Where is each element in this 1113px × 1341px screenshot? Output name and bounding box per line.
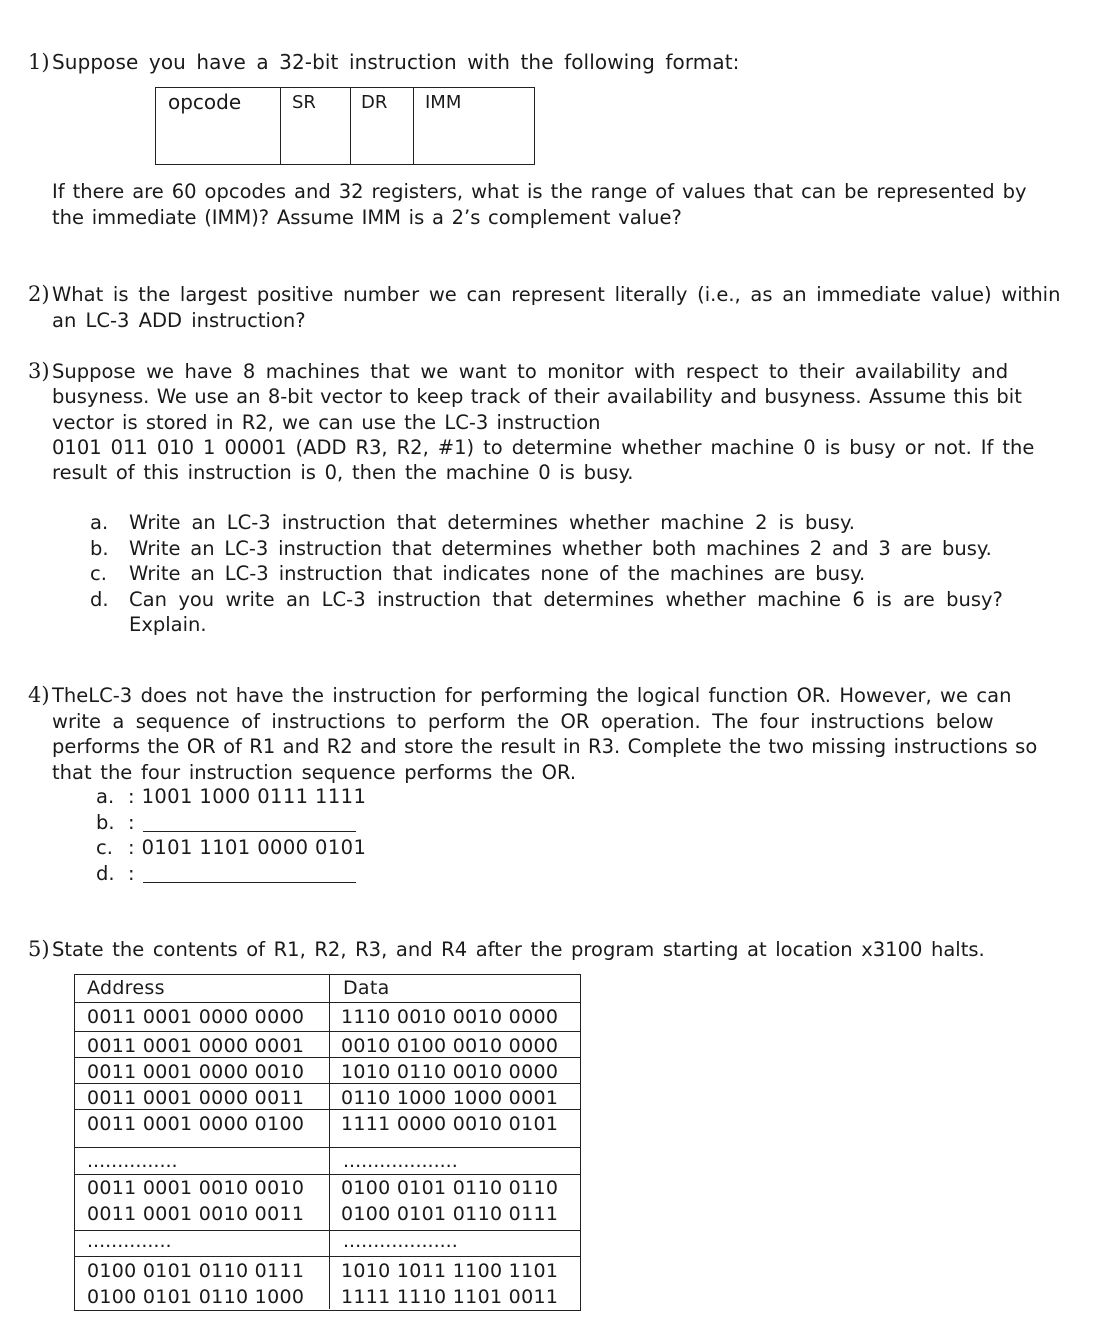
q3-item-text: Write an LC-3 instruction that determines whether both machines 2 and 3 are busy.	[129, 537, 992, 560]
address-cell: 0011 0001 0010 0011	[87, 1203, 305, 1225]
question-1-number: 1)	[28, 50, 50, 74]
table-header-data: Data	[343, 977, 390, 999]
q4-item-text: : 0101 1101 0000 0101	[128, 836, 367, 859]
address-cell: 0011 0001 0010 0010	[87, 1177, 305, 1199]
data-cell: 0110 1000 1000 0001	[341, 1087, 559, 1109]
q3-item-label: c.	[90, 562, 107, 585]
dr-field: DR	[351, 88, 414, 164]
answer-blank-d[interactable]	[143, 882, 356, 883]
address-cell: 0100 0101 0110 0111	[87, 1260, 305, 1282]
data-cell: 0100 0101 0110 0110	[341, 1177, 559, 1199]
question-3-line-1: Suppose we have 8 machines that we want to monitor with respect to their availability and	[52, 360, 1009, 383]
address-cell: 0011 0001 0000 0011	[87, 1087, 305, 1109]
question-2-line-2: an LC-3 ADD instruction?	[52, 309, 306, 332]
ellipsis-cell: ...............	[87, 1150, 178, 1172]
ellipsis-cell: ...................	[343, 1150, 458, 1172]
question-3-line-4: 0101 011 010 1 00001 (ADD R3, R2, #1) to determine whether machine 0 is busy or not. If the	[52, 436, 1035, 459]
sr-field: SR	[281, 88, 351, 164]
question-5-line: State the contents of R1, R2, R3, and R4 after the program starting at location x3100 halts.	[52, 938, 985, 961]
question-1-line-1: If there are 60 opcodes and 32 registers, what is the range of values that can be represented by	[52, 180, 1027, 203]
q4-item-label: c.	[96, 836, 113, 859]
question-2-number: 2)	[28, 282, 50, 306]
memory-table	[74, 974, 581, 1148]
question-3-number: 3)	[28, 359, 50, 383]
address-cell: 0011 0001 0000 0001	[87, 1035, 305, 1057]
question-4-number: 4)	[28, 683, 50, 707]
data-cell: 1010 1011 1100 1101	[341, 1260, 559, 1282]
q3-item-text: Write an LC-3 instruction that indicates none of the machines are busy.	[129, 562, 866, 585]
q4-item-text: :	[128, 862, 135, 885]
data-cell: 1111 0000 0010 0101	[341, 1113, 559, 1135]
question-1-intro: Suppose you have a 32-bit instruction with the following format:	[52, 50, 740, 74]
opcode-field: opcode	[156, 88, 281, 164]
data-cell: 1111 1110 1101 0011	[341, 1286, 559, 1308]
question-3-line-3: vector is stored in R2, we can use the LC-3 instruction	[52, 411, 601, 434]
table-header-address: Address	[87, 977, 165, 999]
q3-item-text: Can you write an LC-3 instruction that determines whether machine 6 is are busy?	[129, 588, 1003, 611]
address-cell: 0100 0101 0110 1000	[87, 1286, 305, 1308]
ellipsis-cell: ...................	[343, 1230, 458, 1252]
data-cell: 0100 0101 0110 0111	[341, 1203, 559, 1225]
answer-blank-b[interactable]	[143, 831, 356, 832]
q4-item-label: d.	[96, 862, 115, 885]
address-cell: 0011 0001 0000 0000	[87, 1006, 305, 1028]
q4-item-text: : 1001 1000 0111 1111	[128, 785, 367, 808]
question-3-line-5: result of this instruction is 0, then the machine 0 is busy.	[52, 461, 634, 484]
ellipsis-cell: ..............	[87, 1230, 172, 1252]
question-4-line-4: that the four instruction sequence performs the OR.	[52, 761, 577, 784]
question-5-number: 5)	[28, 937, 50, 961]
q3-item-label: b.	[90, 537, 109, 560]
q4-item-label: b.	[96, 811, 115, 834]
q3-item-d-continuation: Explain.	[129, 613, 207, 636]
memory-table-continued	[74, 1148, 581, 1311]
imm-field: IMM	[425, 92, 462, 113]
q3-item-label: a.	[90, 511, 109, 534]
question-2-line-1: What is the largest positive number we can represent literally (i.e., as an immediate value) within	[52, 283, 1061, 306]
address-cell: 0011 0001 0000 0010	[87, 1061, 305, 1083]
question-4-line-3: performs the OR of R1 and R2 and store the result in R3. Complete the two missing instructions so	[52, 735, 1038, 758]
address-cell: 0011 0001 0000 0100	[87, 1113, 305, 1135]
question-3-line-2: busyness. We use an 8-bit vector to keep track of their availability and busyness. Assume this bit	[52, 385, 1022, 408]
instruction-format-diagram	[155, 87, 535, 165]
q4-item-text: :	[128, 811, 135, 834]
question-4-line-2: write a sequence of instructions to perform the OR operation. The four instructions below	[52, 710, 994, 733]
q3-item-text: Write an LC-3 instruction that determines whether machine 2 is busy.	[129, 511, 855, 534]
question-4-line-1: TheLC-3 does not have the instruction for performing the logical function OR. However, we can	[52, 684, 1012, 707]
data-cell: 1110 0010 0010 0000	[341, 1006, 559, 1028]
q3-item-label: d.	[90, 588, 109, 611]
data-cell: 1010 0110 0010 0000	[341, 1061, 559, 1083]
question-1-line-2: the immediate (IMM)? Assume IMM is a 2’s complement value?	[52, 206, 682, 229]
data-cell: 0010 0100 0010 0000	[341, 1035, 559, 1057]
q4-item-label: a.	[96, 785, 115, 808]
